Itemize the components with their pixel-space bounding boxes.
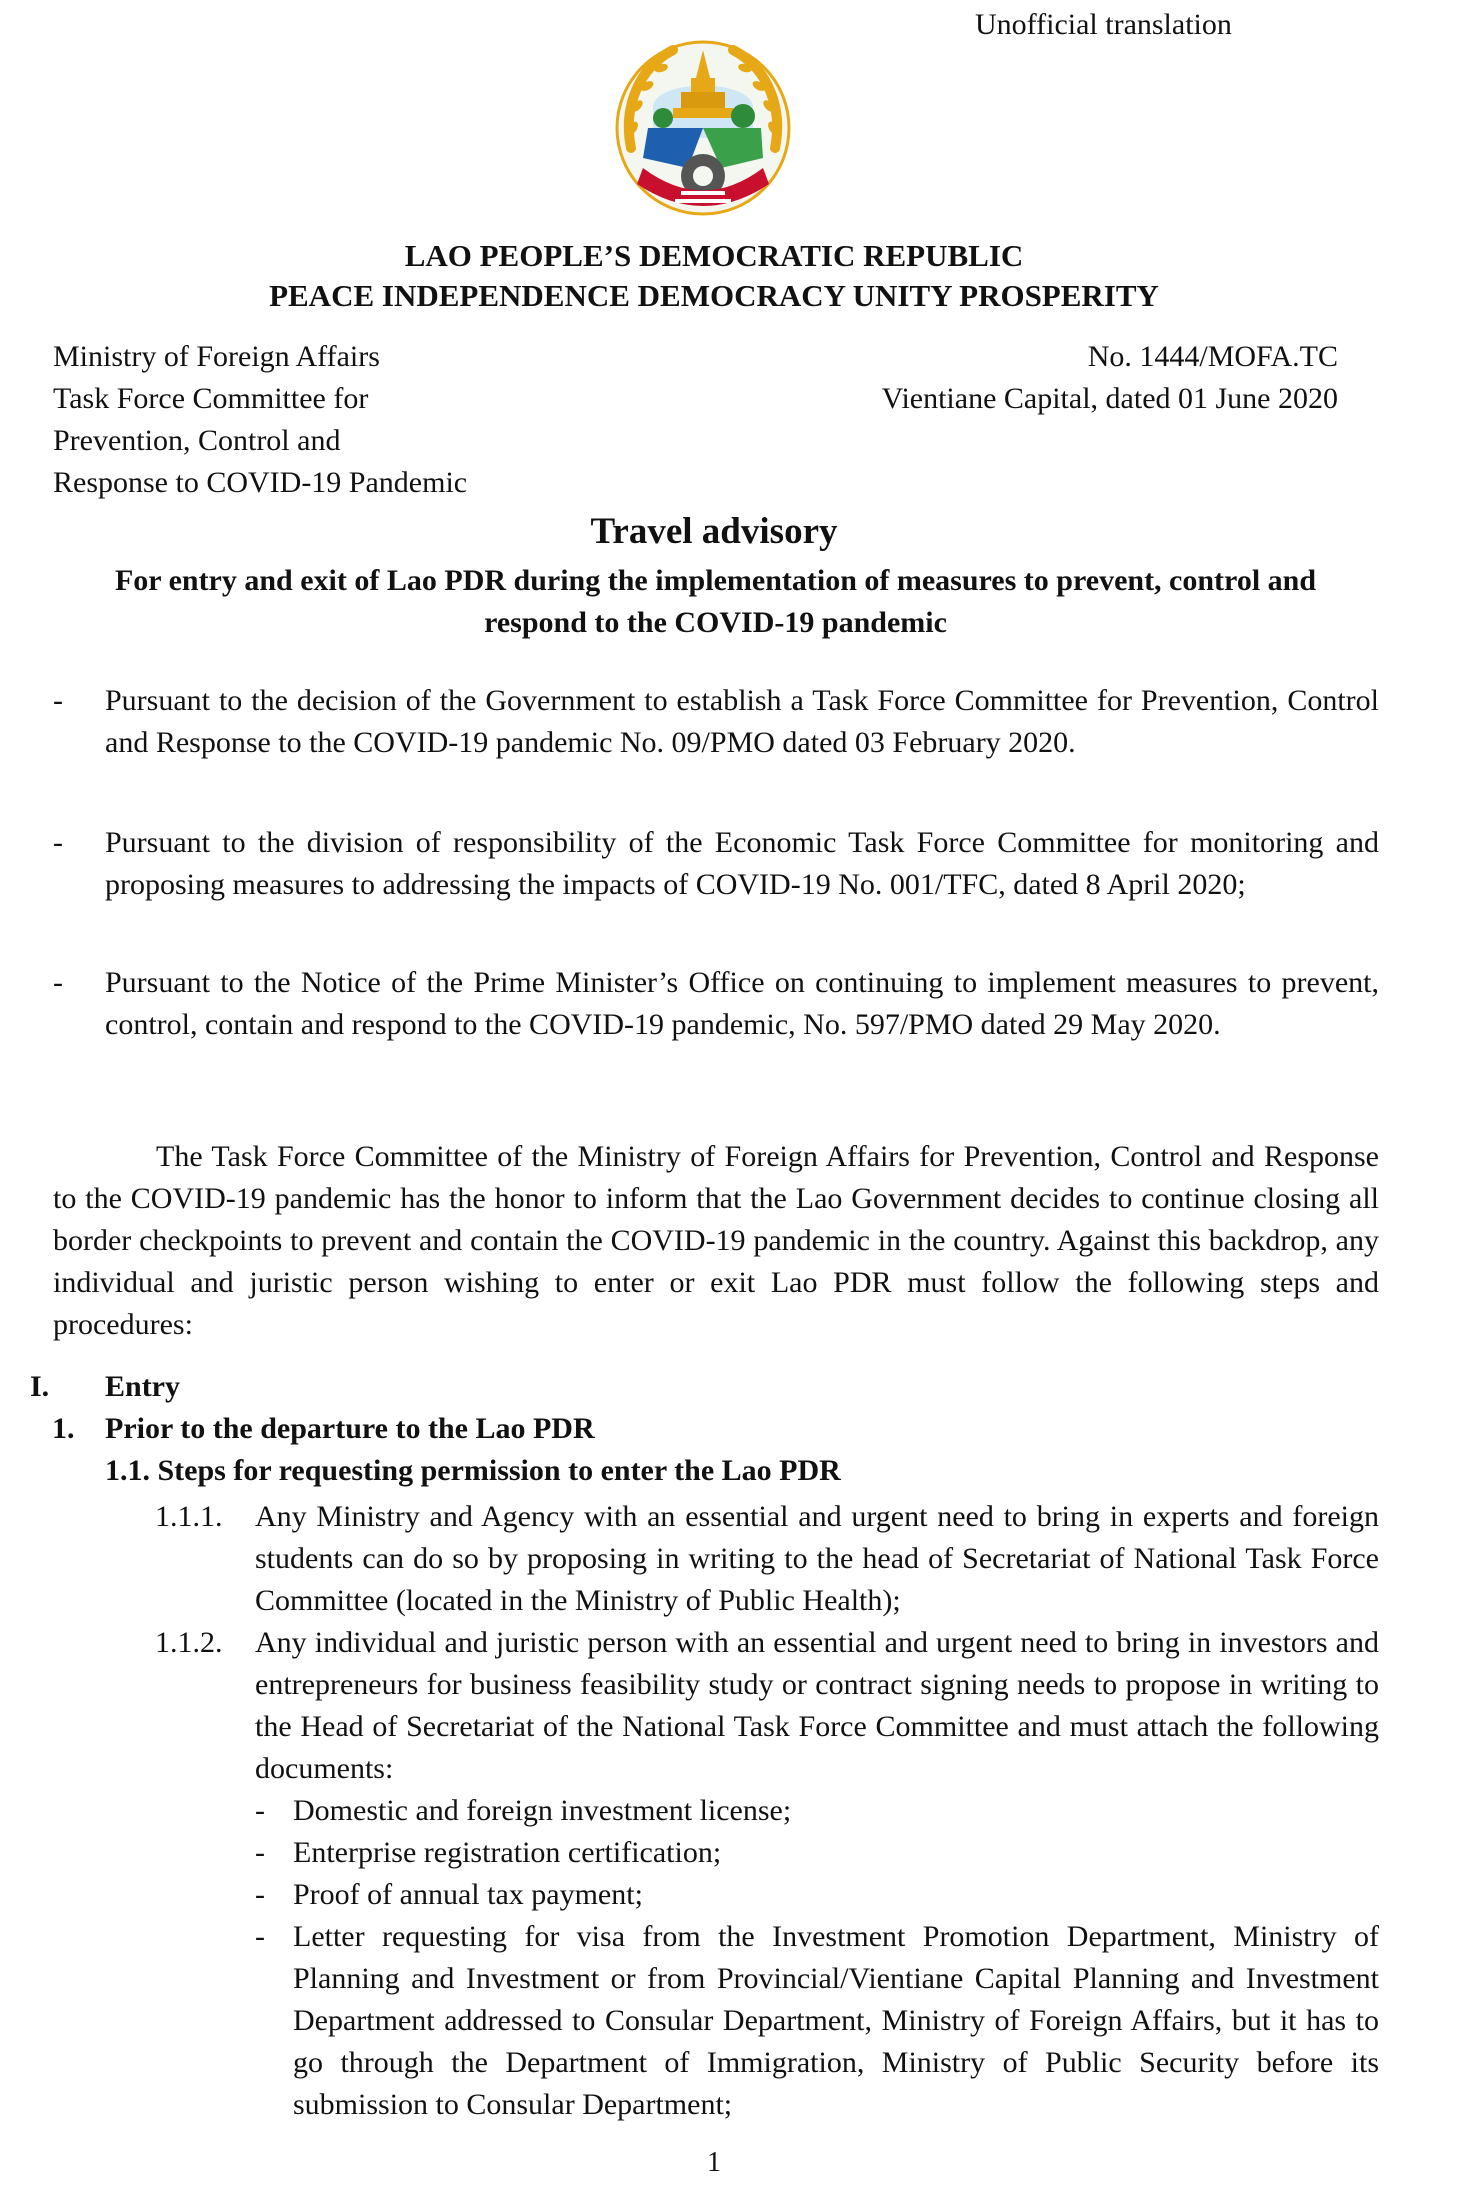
document-list-item (255, 1832, 1379, 1874)
bullet-marker: - (255, 1836, 265, 1869)
document-title: Travel advisory (590, 511, 838, 552)
bullet-marker: - (255, 1878, 265, 1911)
document-list-text: Letter requesting for visa from the Investment Promotion Department, Ministry of Planning and Investment or from Provincial/Vientiane Capital Planning and Investment Department addressed to Consular Department, Ministry of Foreign Affairs, but it has to go through the Department of Immigration, Ministry of Public Security before its submission to Consular Department; (293, 1920, 1379, 2121)
issuer-line: Prevention, Control and (53, 424, 341, 457)
document-list-item (255, 1916, 1379, 2126)
pursuant-item (53, 962, 1379, 1046)
subsection-heading (52, 1412, 595, 1446)
item-number: 1.1.2. (155, 1626, 223, 1659)
item-text: Any individual and juristic person with an essential and urgent need to bring in investors and entrepreneurs for business feasibility study or contract signing needs to propose in writing to the Head of Secretariat of the National Task Force Committee and must attach the following documents: (255, 1626, 1379, 1785)
document-number: No. 1444/MOFA.TC (1087, 340, 1338, 373)
document-subtitle: For entry and exit of Lao PDR during the implementation of measures to prevent, control and respond to the COVID-19 pandemic (114, 564, 1317, 639)
page-number: 1 (707, 2147, 721, 2178)
section-number: I. (30, 1370, 50, 1403)
numbered-item (155, 1496, 1379, 1622)
pursuant-item (53, 680, 1379, 764)
subsubsection-heading: 1.1. Steps for requesting permission to enter the Lao PDR (105, 1454, 841, 1487)
issuer-line: Response to COVID-19 Pandemic (53, 466, 468, 499)
document-list-text: Domestic and foreign investment license; (293, 1794, 792, 1827)
bullet-marker: - (53, 966, 63, 999)
bullet-marker: - (255, 1794, 265, 1827)
document-list-item (255, 1874, 1379, 1916)
country-name: LAO PEOPLE’S DEMOCRATIC REPUBLIC (404, 238, 1024, 273)
document-list-text: Proof of annual tax payment; (293, 1878, 643, 1911)
national-motto: PEACE INDEPENDENCE DEMOCRACY UNITY PROSPERITY (269, 278, 1159, 313)
issuer-line: Ministry of Foreign Affairs (53, 340, 380, 373)
subsection-number: 1. (52, 1412, 75, 1445)
lao-national-emblem-icon (603, 28, 803, 228)
item-text: Any Ministry and Agency with an essential and urgent need to bring in experts and foreign students can do so by proposing in writing to the head of Secretariat of National Task Force Committee (located in the Ministry of Public Health); (255, 1500, 1379, 1617)
issuer-line: Task Force Committee for (53, 382, 369, 415)
item-number: 1.1.1. (155, 1500, 223, 1533)
section-heading-entry (30, 1370, 180, 1404)
intro-paragraph: The Task Force Committee of the Ministry of Foreign Affairs for Prevention, Control and Response to the COVID-19 pandemic has the honor to inform that the Lao Government decides to continue closing all border checkpoints to prevent and contain the COVID-19 pandemic in the country. Against this backdrop, any individual and juristic person wishing to enter or exit Lao PDR must follow the following steps and procedures: (53, 1140, 1379, 1341)
issuer-block (53, 336, 613, 504)
document-meta (760, 336, 1338, 420)
numbered-item (155, 1622, 1379, 1790)
document-list-text: Enterprise registration certification; (293, 1836, 722, 1869)
bullet-marker: - (53, 826, 63, 859)
pursuant-text: Pursuant to the Notice of the Prime Minister’s Office on continuing to implement measures to prevent, control, contain and respond to the COVID-19 pandemic, No. 597/PMO dated 29 May 2020. (105, 966, 1379, 1041)
pursuant-text: Pursuant to the division of responsibility of the Economic Task Force Committee for monitoring and proposing measures to addressing the impacts of COVID-19 No. 001/TFC, dated 8 April 2020; (105, 826, 1379, 901)
document-place-date: Vientiane Capital, dated 01 June 2020 (881, 382, 1338, 415)
unofficial-translation-note: Unofficial translation (975, 8, 1232, 41)
pursuant-text: Pursuant to the decision of the Government to establish a Task Force Committee for Prevention, Control and Response to the COVID-19 pandemic No. 09/PMO dated 03 February 2020. (105, 684, 1379, 759)
document-list-item (255, 1790, 1379, 1832)
pursuant-item (53, 822, 1379, 906)
subsection-title: Prior to the departure to the Lao PDR (105, 1412, 595, 1445)
bullet-marker: - (255, 1920, 265, 1953)
section-title: Entry (105, 1370, 180, 1403)
bullet-marker: - (53, 684, 63, 717)
